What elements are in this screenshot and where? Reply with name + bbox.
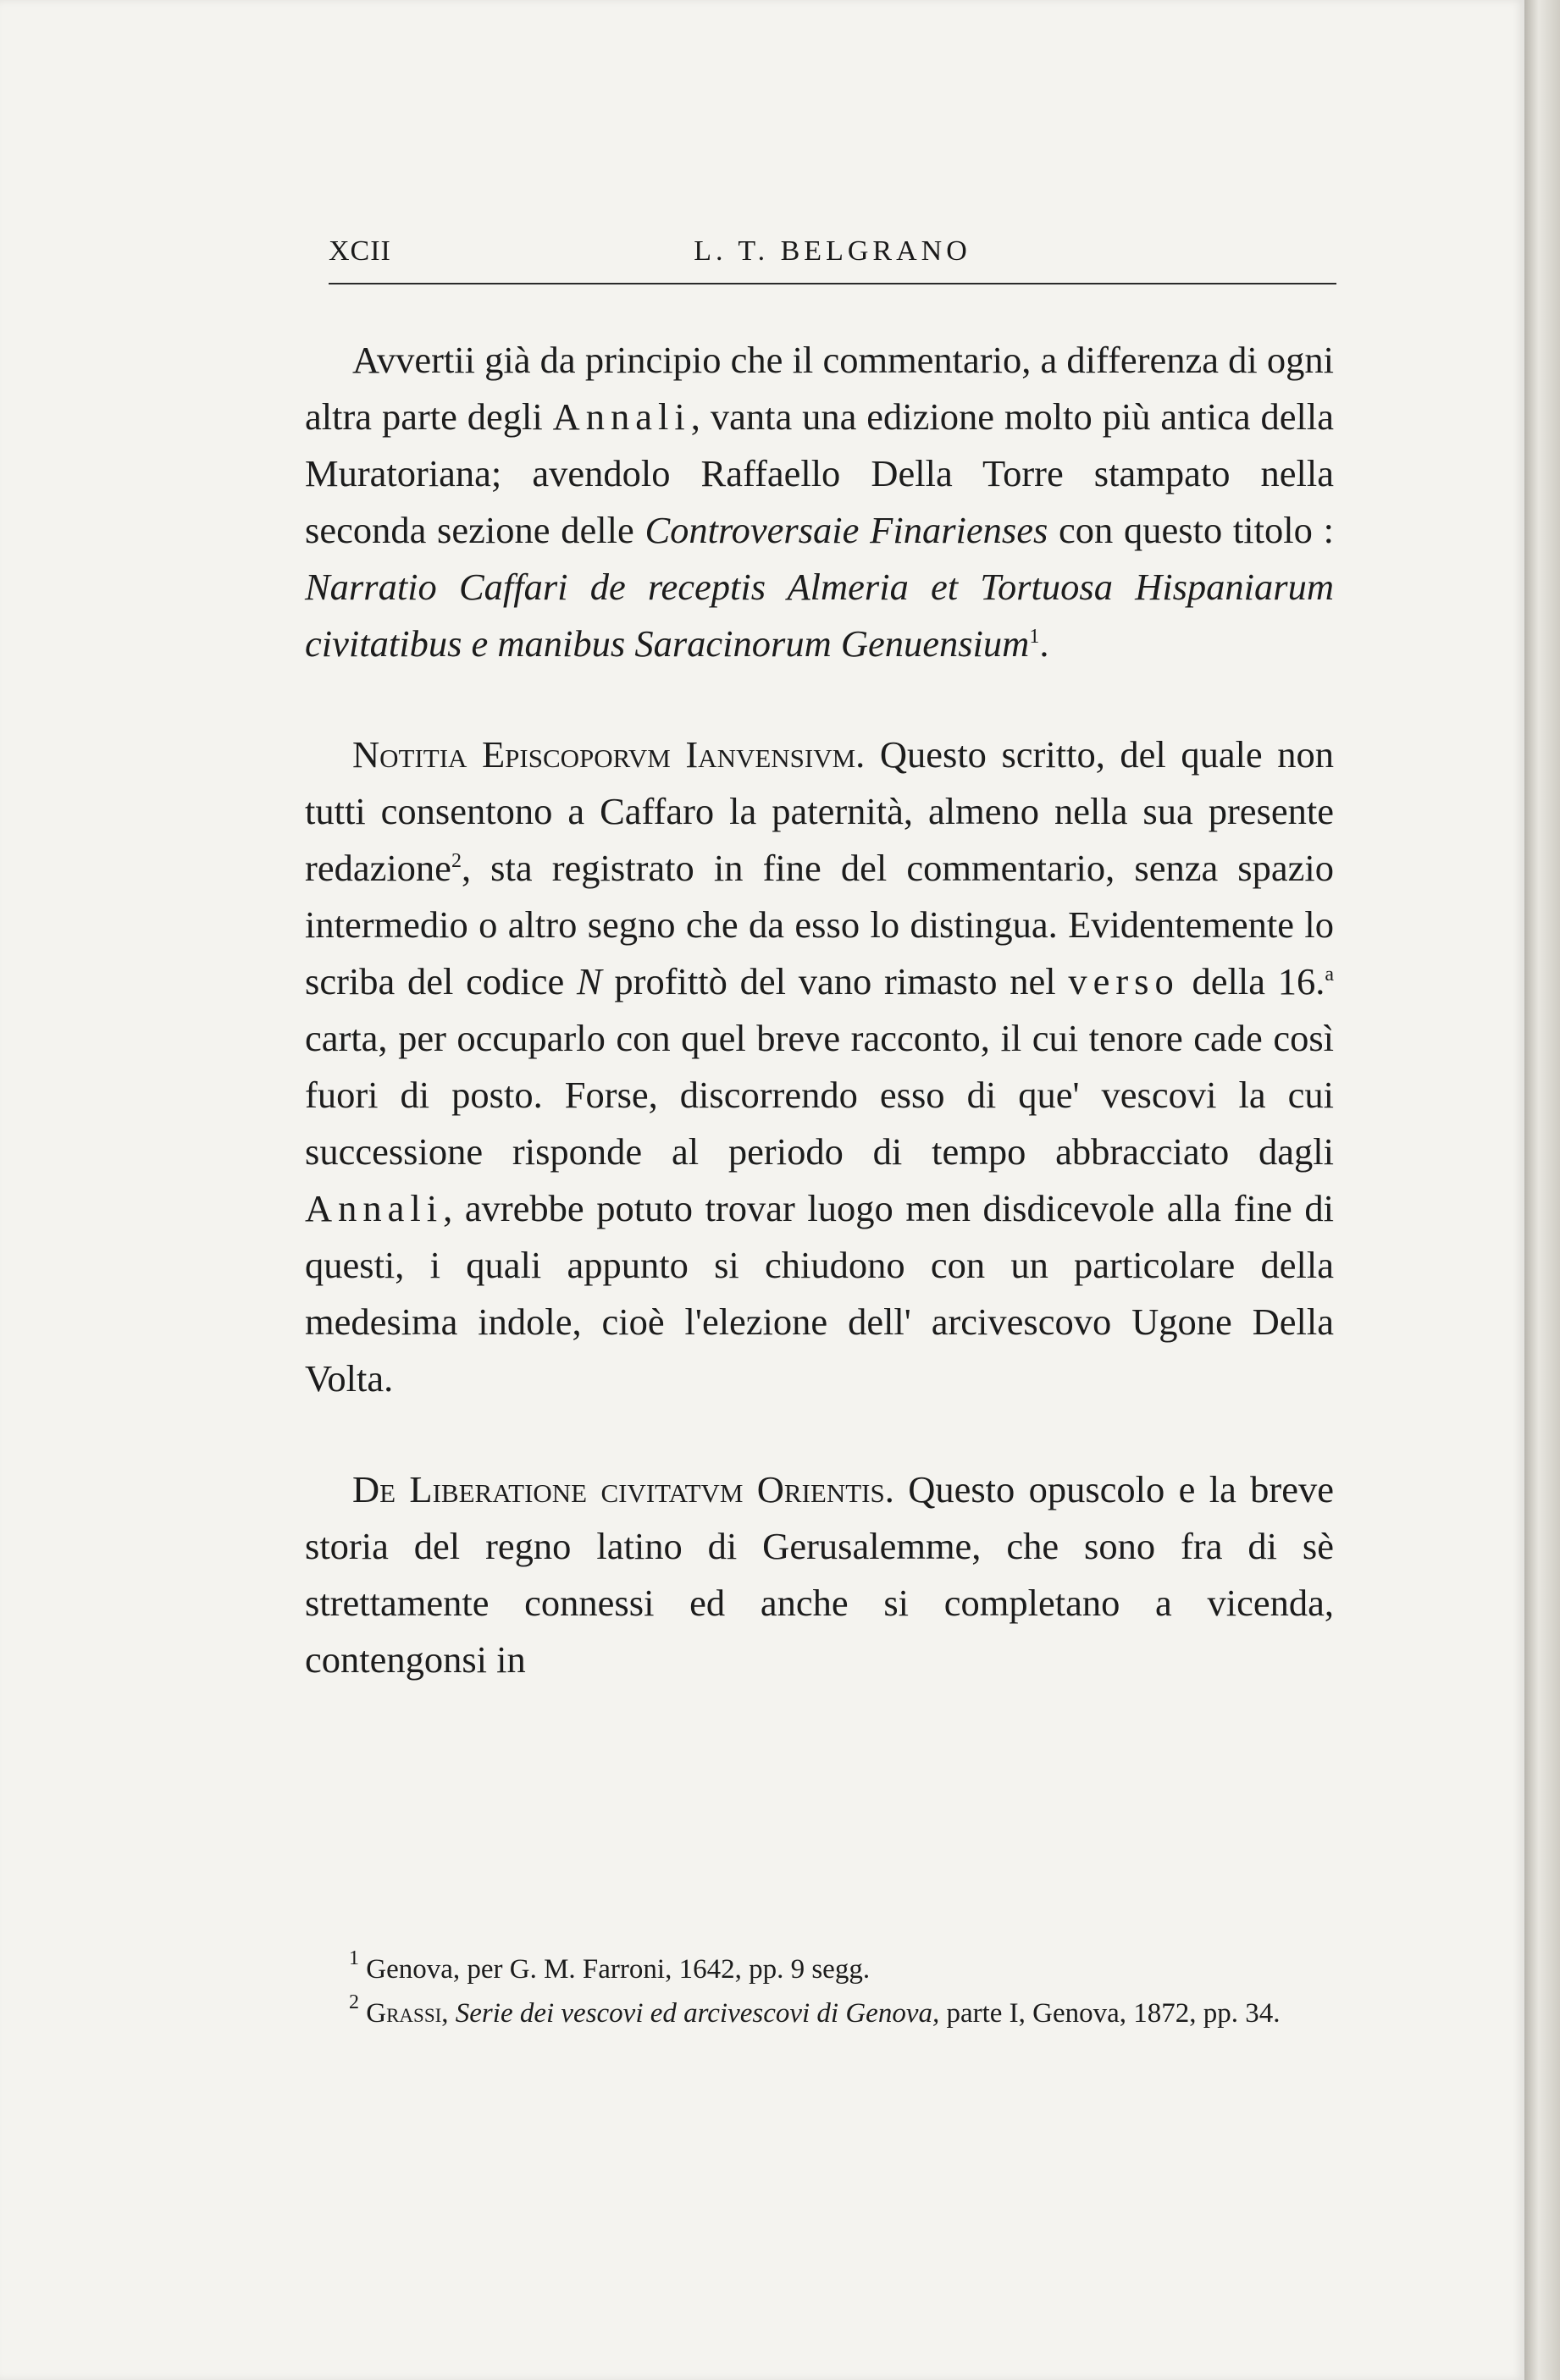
footnote-text: parte I, Genova, 1872, pp. 34. <box>939 1998 1281 2029</box>
text-run: , vanta una edizione molto più antica della Muratoriana; avendolo Raffaello Della Torre stampato nella seconda sezione delle <box>305 395 1334 551</box>
text-run: carta, per occuparlo con quel breve racconto, il cui tenore cade così fuori di posto. Forse, discorrendo esso di que' vescovi la cui successione risponde al periodo di tempo abbracciato dagli <box>305 1017 1334 1173</box>
codex-siglum: N <box>576 960 602 1002</box>
footnote-text: Genova, per G. M. Farroni, 1642, pp. 9 segg. <box>359 1954 871 1985</box>
section-heading-liberatione: De Liberatione civitatvm Orientis. <box>352 1468 894 1510</box>
text-run: profittò del vano rimasto nel <box>601 960 1069 1002</box>
text-run: Avvertii già da principio che il commentario, a differenza di ogni altra parte degli <box>305 339 1334 438</box>
section-heading-notitia: Notitia Episcoporvm Ianvensivm. <box>352 733 866 776</box>
spaced-verso: verso <box>1068 960 1180 1002</box>
spaced-annali: Annali <box>305 1187 444 1229</box>
text-run: Questo opuscolo e la breve storia del regno latino di Gerusalemme, che sono fra di sè strettamente connessi ed anche si completano a vicenda, contengonsi in <box>305 1468 1334 1681</box>
footnote-ref-1: 1 <box>1029 626 1040 648</box>
ordinal-indicator: a <box>1325 964 1335 986</box>
footnote-ref-2: 2 <box>451 850 462 872</box>
folio-number: XCII <box>329 235 391 267</box>
paragraph-liberatione <box>305 1461 1334 1688</box>
footnote-author: Grassi, <box>366 1998 449 2029</box>
italic-title: Controversaie Finarienses <box>644 509 1048 551</box>
footnote-title: Serie dei vescovi ed arcivescovi di Genova, <box>448 1998 940 2029</box>
text-run: , sta registrato in fine del commentario, senza spazio intermedio o altro segno che da esso lo distingua. Evidentemente lo scriba del codice <box>305 847 1334 1002</box>
text-run: della 16. <box>1179 960 1325 1002</box>
text-run: , avrebbe potuto trovar luogo men disdicevole alla fine di questi, i quali appunto si chiudono con un particolare della medesima indole, cioè l'elezione dell' arcivescovo Ugone Della Volta. <box>305 1187 1334 1400</box>
italic-latin-title: Narratio Caffari de receptis Almeria et Tortuosa Hispaniarum civitatibus e manibus Saracinorum Genuensium <box>305 566 1334 665</box>
main-text <box>305 332 1334 1688</box>
page-edge <box>1524 0 1560 2380</box>
page-header <box>329 235 1336 284</box>
footnotes <box>305 1947 1334 2035</box>
paragraph-commentary <box>305 332 1334 672</box>
text-run: . <box>1039 622 1049 665</box>
spaced-annali: Annali <box>552 395 691 438</box>
text-run: con questo titolo : <box>1048 509 1334 551</box>
footnote-mark-2: 2 <box>349 1991 359 2013</box>
footnote-2 <box>305 1991 1334 2035</box>
text-run: Questo scritto, del quale non tutti consentono a Caffaro la paternità, almeno nella sua presente redazione <box>305 733 1334 889</box>
footnote-1 <box>305 1947 1334 1991</box>
running-title: L. T. BELGRANO <box>694 235 971 267</box>
paragraph-notitia <box>305 726 1334 1407</box>
footnote-mark-1: 1 <box>349 1947 359 1969</box>
